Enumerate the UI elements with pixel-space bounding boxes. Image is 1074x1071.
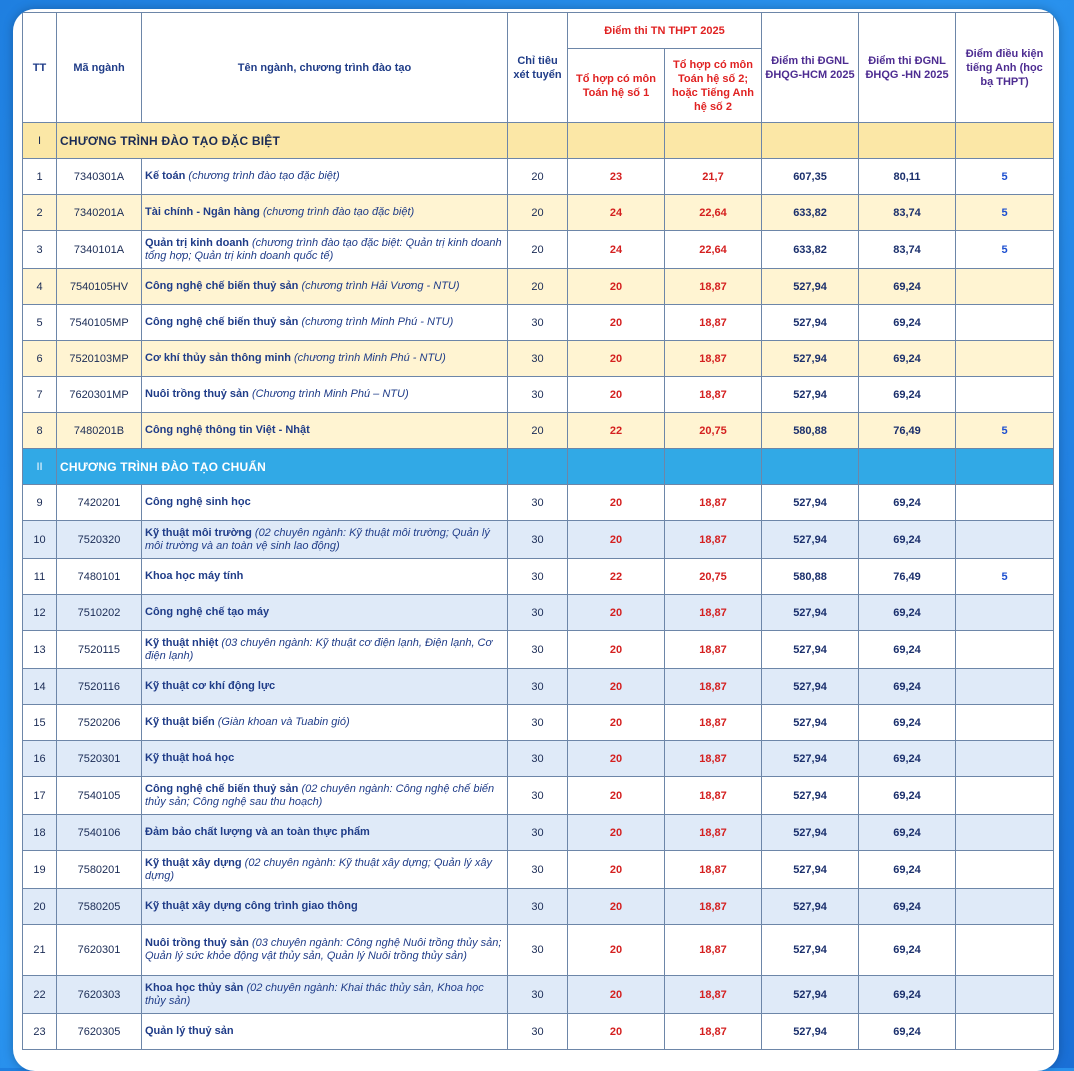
score-dgnl-hcm: 527,94 xyxy=(762,377,859,413)
section-empty-cell xyxy=(665,123,762,159)
program-note: (02 chuyên ngành: Khai thác thủy sản, Khoa học thủy sản) xyxy=(145,981,484,1007)
row-tt: 14 xyxy=(23,669,57,705)
section-title: CHƯƠNG TRÌNH ĐÀO TẠO ĐẶC BIỆT xyxy=(57,123,508,159)
section-empty-cell xyxy=(956,449,1054,485)
header-ten-nganh: Tên ngành, chương trình đào tạo xyxy=(142,13,508,123)
program-name-cell xyxy=(142,669,508,705)
score-to-hop-2: 18,87 xyxy=(665,377,762,413)
score-to-hop-2: 18,87 xyxy=(665,595,762,631)
row-code: 7620301 xyxy=(57,925,142,976)
program-note: (chương trình đào tạo đặc biệt) xyxy=(188,170,340,182)
program-name: Đảm bảo chất lượng và an toàn thực phẩm xyxy=(145,826,370,838)
score-to-hop-2: 18,87 xyxy=(665,815,762,851)
table-row xyxy=(23,851,1054,889)
row-code: 7520301 xyxy=(57,741,142,777)
program-name-cell xyxy=(142,631,508,669)
score-tieng-anh xyxy=(956,341,1054,377)
score-to-hop-2: 18,87 xyxy=(665,777,762,815)
section-header-row xyxy=(23,449,1054,485)
program-name-cell xyxy=(142,595,508,631)
score-to-hop-1: 20 xyxy=(568,521,665,559)
score-tieng-anh xyxy=(956,485,1054,521)
score-to-hop-2: 18,87 xyxy=(665,925,762,976)
program-name: Công nghệ sinh học xyxy=(145,496,251,508)
score-dgnl-hcm: 527,94 xyxy=(762,925,859,976)
score-to-hop-2: 20,75 xyxy=(665,413,762,449)
score-tieng-anh xyxy=(956,305,1054,341)
row-code: 7480201B xyxy=(57,413,142,449)
score-to-hop-2: 22,64 xyxy=(665,195,762,231)
program-name-cell xyxy=(142,485,508,521)
score-to-hop-1: 20 xyxy=(568,741,665,777)
program-name: Nuôi trồng thuỷ sản xyxy=(145,388,249,400)
score-to-hop-1: 20 xyxy=(568,851,665,889)
score-dgnl-hn: 69,24 xyxy=(859,305,956,341)
row-code: 7520103MP xyxy=(57,341,142,377)
score-to-hop-1: 24 xyxy=(568,231,665,269)
score-dgnl-hcm: 633,82 xyxy=(762,231,859,269)
score-to-hop-2: 18,87 xyxy=(665,851,762,889)
program-name: Công nghệ chế biến thuỷ sản xyxy=(145,316,299,328)
score-to-hop-1: 23 xyxy=(568,159,665,195)
row-tt: 18 xyxy=(23,815,57,851)
section-number: II xyxy=(23,449,57,485)
score-dgnl-hn: 69,24 xyxy=(859,521,956,559)
row-code: 7520206 xyxy=(57,705,142,741)
header-dgnl-hn: Điểm thi ĐGNL ĐHQG -HN 2025 xyxy=(859,13,956,123)
row-code: 7520320 xyxy=(57,521,142,559)
score-to-hop-1: 20 xyxy=(568,777,665,815)
header-diem-tn-thpt: Điểm thi TN THPT 2025 xyxy=(568,13,762,49)
score-dgnl-hcm: 527,94 xyxy=(762,976,859,1014)
table-row xyxy=(23,705,1054,741)
row-quota: 30 xyxy=(508,559,568,595)
score-tieng-anh xyxy=(956,815,1054,851)
table-row xyxy=(23,195,1054,231)
score-dgnl-hn: 80,11 xyxy=(859,159,956,195)
score-dgnl-hcm: 527,94 xyxy=(762,631,859,669)
score-dgnl-hcm: 527,94 xyxy=(762,851,859,889)
row-tt: 16 xyxy=(23,741,57,777)
program-note: (chương trình Minh Phú - NTU) xyxy=(294,352,446,364)
score-to-hop-2: 18,87 xyxy=(665,889,762,925)
row-quota: 20 xyxy=(508,231,568,269)
row-quota: 30 xyxy=(508,595,568,631)
program-name-cell xyxy=(142,195,508,231)
program-name: Nuôi trồng thuỷ sản xyxy=(145,937,249,949)
table-row xyxy=(23,889,1054,925)
table-row xyxy=(23,631,1054,669)
row-tt: 11 xyxy=(23,559,57,595)
row-tt: 20 xyxy=(23,889,57,925)
score-dgnl-hn: 69,24 xyxy=(859,669,956,705)
row-quota: 20 xyxy=(508,269,568,305)
score-dgnl-hcm: 633,82 xyxy=(762,195,859,231)
row-code: 7540106 xyxy=(57,815,142,851)
program-note: (02 chuyên ngành: Công nghệ chế biến thủy sản; Công nghệ sau thu hoạch) xyxy=(145,782,495,808)
score-dgnl-hcm: 527,94 xyxy=(762,741,859,777)
score-to-hop-2: 20,75 xyxy=(665,559,762,595)
table-row xyxy=(23,925,1054,976)
table-row xyxy=(23,815,1054,851)
score-to-hop-1: 20 xyxy=(568,305,665,341)
row-tt: 13 xyxy=(23,631,57,669)
program-name-cell xyxy=(142,777,508,815)
header-dgnl-hcm: Điểm thi ĐGNL ĐHQG-HCM 2025 xyxy=(762,13,859,123)
score-to-hop-1: 20 xyxy=(568,485,665,521)
score-dgnl-hcm: 580,88 xyxy=(762,413,859,449)
row-tt: 23 xyxy=(23,1014,57,1050)
score-to-hop-2: 18,87 xyxy=(665,631,762,669)
score-tieng-anh: 5 xyxy=(956,159,1054,195)
row-tt: 15 xyxy=(23,705,57,741)
score-dgnl-hcm: 527,94 xyxy=(762,705,859,741)
score-to-hop-1: 20 xyxy=(568,1014,665,1050)
row-tt: 10 xyxy=(23,521,57,559)
row-tt: 21 xyxy=(23,925,57,976)
score-to-hop-1: 22 xyxy=(568,559,665,595)
row-code: 7580201 xyxy=(57,851,142,889)
row-quota: 30 xyxy=(508,521,568,559)
program-name: Khoa học máy tính xyxy=(145,570,244,582)
row-code: 7540105HV xyxy=(57,269,142,305)
row-tt: 1 xyxy=(23,159,57,195)
score-tieng-anh xyxy=(956,669,1054,705)
table-row xyxy=(23,595,1054,631)
row-code: 7510202 xyxy=(57,595,142,631)
section-number: I xyxy=(23,123,57,159)
score-to-hop-2: 18,87 xyxy=(665,485,762,521)
program-name: Quản trị kinh doanh xyxy=(145,236,249,249)
section-empty-cell xyxy=(762,123,859,159)
score-dgnl-hcm: 527,94 xyxy=(762,521,859,559)
score-to-hop-1: 20 xyxy=(568,377,665,413)
score-to-hop-2: 18,87 xyxy=(665,705,762,741)
row-tt: 6 xyxy=(23,341,57,377)
table-row xyxy=(23,976,1054,1014)
row-tt: 12 xyxy=(23,595,57,631)
table-row xyxy=(23,269,1054,305)
program-name-cell xyxy=(142,976,508,1014)
section-empty-cell xyxy=(859,123,956,159)
program-name: Kỹ thuật biển xyxy=(145,716,215,728)
program-name: Tài chính - Ngân hàng xyxy=(145,206,260,218)
program-name: Công nghệ thông tin Việt - Nhật xyxy=(145,424,310,436)
score-dgnl-hn: 69,24 xyxy=(859,777,956,815)
program-name: Kỹ thuật hoá học xyxy=(145,752,235,764)
score-dgnl-hn: 69,24 xyxy=(859,976,956,1014)
program-name: Công nghệ chế biến thuỷ sản xyxy=(145,782,299,795)
section-empty-cell xyxy=(665,449,762,485)
program-name-cell xyxy=(142,851,508,889)
program-note: (chương trình đào tạo đặc biệt: Quản trị kinh doanh tổng hợp; Quản trị kinh doanh quốc tế) xyxy=(145,236,502,262)
row-quota: 20 xyxy=(508,413,568,449)
row-code: 7340201A xyxy=(57,195,142,231)
score-tieng-anh xyxy=(956,889,1054,925)
score-to-hop-2: 18,87 xyxy=(665,305,762,341)
score-dgnl-hn: 69,24 xyxy=(859,889,956,925)
score-to-hop-2: 18,87 xyxy=(665,669,762,705)
score-tieng-anh xyxy=(956,1014,1054,1050)
score-dgnl-hn: 76,49 xyxy=(859,559,956,595)
score-dgnl-hn: 69,24 xyxy=(859,377,956,413)
document-frame xyxy=(13,9,1059,1071)
score-to-hop-1: 22 xyxy=(568,413,665,449)
score-dgnl-hcm: 527,94 xyxy=(762,1014,859,1050)
score-dgnl-hn: 69,24 xyxy=(859,705,956,741)
score-to-hop-1: 20 xyxy=(568,595,665,631)
table-row xyxy=(23,741,1054,777)
score-dgnl-hn: 69,24 xyxy=(859,925,956,976)
table-row xyxy=(23,413,1054,449)
row-quota: 30 xyxy=(508,631,568,669)
row-quota: 30 xyxy=(508,341,568,377)
score-tieng-anh xyxy=(956,595,1054,631)
section-empty-cell xyxy=(568,449,665,485)
table-row xyxy=(23,1014,1054,1050)
score-dgnl-hcm: 527,94 xyxy=(762,669,859,705)
row-tt: 3 xyxy=(23,231,57,269)
program-note: (Giàn khoan và Tuabin gió) xyxy=(217,716,350,728)
row-quota: 30 xyxy=(508,889,568,925)
admission-score-table xyxy=(22,12,1054,1050)
row-quota: 30 xyxy=(508,669,568,705)
score-dgnl-hcm: 527,94 xyxy=(762,595,859,631)
score-tieng-anh xyxy=(956,777,1054,815)
section-empty-cell xyxy=(508,123,568,159)
table-row xyxy=(23,341,1054,377)
program-name-cell xyxy=(142,889,508,925)
score-dgnl-hn: 69,24 xyxy=(859,269,956,305)
row-code: 7580205 xyxy=(57,889,142,925)
program-name-cell xyxy=(142,815,508,851)
row-quota: 30 xyxy=(508,976,568,1014)
program-name: Cơ khí thủy sản thông minh xyxy=(145,352,291,364)
row-tt: 2 xyxy=(23,195,57,231)
program-name-cell xyxy=(142,705,508,741)
score-to-hop-2: 18,87 xyxy=(665,741,762,777)
program-name: Công nghệ chế tạo máy xyxy=(145,606,270,618)
table-row xyxy=(23,669,1054,705)
score-dgnl-hcm: 527,94 xyxy=(762,305,859,341)
program-name-cell xyxy=(142,741,508,777)
score-dgnl-hn: 69,24 xyxy=(859,851,956,889)
score-to-hop-2: 18,87 xyxy=(665,1014,762,1050)
program-name-cell xyxy=(142,1014,508,1050)
program-name: Kỹ thuật cơ khí động lực xyxy=(145,680,276,692)
table-row xyxy=(23,559,1054,595)
table-row xyxy=(23,777,1054,815)
score-to-hop-1: 24 xyxy=(568,195,665,231)
row-code: 7620303 xyxy=(57,976,142,1014)
program-note: (chương trình Minh Phú - NTU) xyxy=(301,316,454,328)
program-name: Kỹ thuật xây dựng công trình giao thông xyxy=(145,900,358,912)
program-name: Kế toán xyxy=(145,170,186,182)
score-tieng-anh xyxy=(956,631,1054,669)
score-dgnl-hn: 69,24 xyxy=(859,815,956,851)
section-empty-cell xyxy=(568,123,665,159)
score-tieng-anh xyxy=(956,377,1054,413)
header-chi-tieu: Chỉ tiêu xét tuyển xyxy=(508,13,568,123)
row-quota: 30 xyxy=(508,377,568,413)
row-code: 7620305 xyxy=(57,1014,142,1050)
section-header-row xyxy=(23,123,1054,159)
score-to-hop-1: 20 xyxy=(568,631,665,669)
score-dgnl-hn: 83,74 xyxy=(859,231,956,269)
section-empty-cell xyxy=(762,449,859,485)
score-to-hop-1: 20 xyxy=(568,341,665,377)
score-tieng-anh: 5 xyxy=(956,413,1054,449)
table-body xyxy=(23,123,1054,1050)
score-to-hop-2: 18,87 xyxy=(665,341,762,377)
score-to-hop-2: 21,7 xyxy=(665,159,762,195)
row-quota: 20 xyxy=(508,159,568,195)
program-name-cell xyxy=(142,341,508,377)
header-tt: TT xyxy=(23,13,57,123)
score-dgnl-hn: 69,24 xyxy=(859,631,956,669)
row-quota: 30 xyxy=(508,851,568,889)
score-to-hop-1: 20 xyxy=(568,705,665,741)
score-dgnl-hcm: 527,94 xyxy=(762,269,859,305)
program-name-cell xyxy=(142,413,508,449)
row-tt: 7 xyxy=(23,377,57,413)
program-name-cell xyxy=(142,925,508,976)
score-to-hop-1: 20 xyxy=(568,889,665,925)
row-quota: 30 xyxy=(508,705,568,741)
row-quota: 30 xyxy=(508,925,568,976)
score-to-hop-1: 20 xyxy=(568,815,665,851)
score-dgnl-hcm: 527,94 xyxy=(762,889,859,925)
program-name: Kỹ thuật nhiệt xyxy=(145,636,219,649)
program-note: (02 chuyên ngành: Kỹ thuật xây dựng; Quản lý xây dựng) xyxy=(145,856,492,882)
row-code: 7480101 xyxy=(57,559,142,595)
score-dgnl-hcm: 527,94 xyxy=(762,815,859,851)
header-to-hop-2: Tổ hợp có môn Toán hệ số 2; hoặc Tiếng Anh hệ số 2 xyxy=(665,49,762,123)
score-tieng-anh xyxy=(956,705,1054,741)
program-name-cell xyxy=(142,377,508,413)
score-to-hop-2: 18,87 xyxy=(665,521,762,559)
score-to-hop-1: 20 xyxy=(568,925,665,976)
score-dgnl-hn: 76,49 xyxy=(859,413,956,449)
score-dgnl-hcm: 527,94 xyxy=(762,777,859,815)
program-name: Quản lý thuỷ sản xyxy=(145,1025,234,1037)
score-tieng-anh xyxy=(956,925,1054,976)
row-quota: 30 xyxy=(508,305,568,341)
score-dgnl-hcm: 580,88 xyxy=(762,559,859,595)
score-tieng-anh xyxy=(956,741,1054,777)
program-name: Kỹ thuật xây dựng xyxy=(145,856,242,869)
score-tieng-anh: 5 xyxy=(956,231,1054,269)
program-name: Kỹ thuật môi trường xyxy=(145,526,252,539)
score-dgnl-hcm: 607,35 xyxy=(762,159,859,195)
program-note: (02 chuyên ngành: Kỹ thuật môi trường; Quản lý môi trường và an toàn vệ sinh lao động) xyxy=(145,526,490,552)
score-tieng-anh: 5 xyxy=(956,559,1054,595)
score-tieng-anh xyxy=(956,521,1054,559)
program-name: Công nghệ chế biến thuỷ sản xyxy=(145,280,299,292)
score-dgnl-hn: 69,24 xyxy=(859,341,956,377)
table-row xyxy=(23,485,1054,521)
row-quota: 30 xyxy=(508,777,568,815)
score-to-hop-2: 18,87 xyxy=(665,976,762,1014)
score-dgnl-hn: 69,24 xyxy=(859,1014,956,1050)
program-name-cell xyxy=(142,305,508,341)
row-quota: 20 xyxy=(508,195,568,231)
row-tt: 5 xyxy=(23,305,57,341)
row-tt: 8 xyxy=(23,413,57,449)
score-dgnl-hn: 69,24 xyxy=(859,485,956,521)
score-tieng-anh: 5 xyxy=(956,195,1054,231)
row-quota: 30 xyxy=(508,1014,568,1050)
table-row xyxy=(23,159,1054,195)
row-tt: 19 xyxy=(23,851,57,889)
row-quota: 30 xyxy=(508,485,568,521)
score-tieng-anh xyxy=(956,269,1054,305)
row-tt: 17 xyxy=(23,777,57,815)
score-dgnl-hn: 83,74 xyxy=(859,195,956,231)
program-name-cell xyxy=(142,159,508,195)
program-name-cell xyxy=(142,521,508,559)
header-ma-nganh: Mã ngành xyxy=(57,13,142,123)
row-code: 7340301A xyxy=(57,159,142,195)
score-to-hop-1: 20 xyxy=(568,669,665,705)
score-tieng-anh xyxy=(956,851,1054,889)
row-tt: 9 xyxy=(23,485,57,521)
program-name-cell xyxy=(142,559,508,595)
row-code: 7520116 xyxy=(57,669,142,705)
table-row xyxy=(23,521,1054,559)
program-note: (chương trình Hải Vương - NTU) xyxy=(301,280,460,292)
program-name-cell xyxy=(142,269,508,305)
program-note: (03 chuyên ngành: Công nghệ Nuôi trồng thủy sản; Quản lý sức khỏe động vật thủy sản, Quản lý Nuôi trồng thủy sản) xyxy=(145,937,502,962)
row-quota: 30 xyxy=(508,741,568,777)
section-empty-cell xyxy=(956,123,1054,159)
row-tt: 22 xyxy=(23,976,57,1014)
row-code: 7620301MP xyxy=(57,377,142,413)
section-empty-cell xyxy=(508,449,568,485)
row-code: 7520115 xyxy=(57,631,142,669)
row-quota: 30 xyxy=(508,815,568,851)
score-to-hop-1: 20 xyxy=(568,269,665,305)
table-row xyxy=(23,231,1054,269)
table-row xyxy=(23,377,1054,413)
section-title: CHƯƠNG TRÌNH ĐÀO TẠO CHUẨN xyxy=(57,449,508,485)
section-empty-cell xyxy=(859,449,956,485)
row-code: 7540105 xyxy=(57,777,142,815)
header-tieng-anh: Điểm điều kiện tiếng Anh (học bạ THPT) xyxy=(956,13,1054,123)
score-tieng-anh xyxy=(956,976,1054,1014)
row-code: 7420201 xyxy=(57,485,142,521)
program-name: Khoa học thủy sản xyxy=(145,981,244,994)
score-dgnl-hn: 69,24 xyxy=(859,741,956,777)
row-tt: 4 xyxy=(23,269,57,305)
program-note: (chương trình đào tạo đặc biệt) xyxy=(262,206,415,218)
program-note: (03 chuyên ngành: Kỹ thuật cơ điện lạnh, Điện lạnh, Cơ điện lạnh) xyxy=(145,636,493,662)
header-to-hop-1: Tổ hợp có môn Toán hệ số 1 xyxy=(568,49,665,123)
program-note: (Chương trình Minh Phú – NTU) xyxy=(251,388,409,400)
score-to-hop-2: 18,87 xyxy=(665,269,762,305)
row-code: 7340101A xyxy=(57,231,142,269)
program-name-cell xyxy=(142,231,508,269)
table-row xyxy=(23,305,1054,341)
score-dgnl-hn: 69,24 xyxy=(859,595,956,631)
score-dgnl-hcm: 527,94 xyxy=(762,485,859,521)
score-dgnl-hcm: 527,94 xyxy=(762,341,859,377)
row-code: 7540105MP xyxy=(57,305,142,341)
score-to-hop-2: 22,64 xyxy=(665,231,762,269)
score-to-hop-1: 20 xyxy=(568,976,665,1014)
